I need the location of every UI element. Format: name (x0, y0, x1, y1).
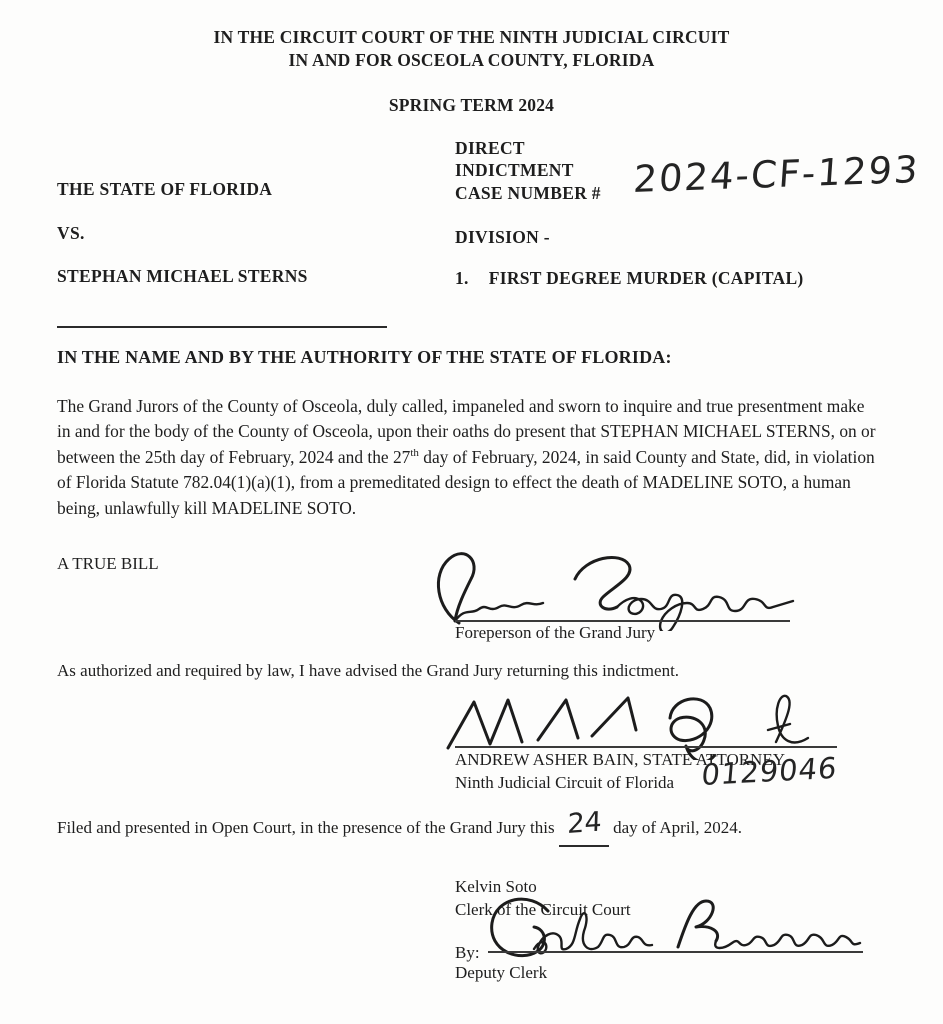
state-attorney-name: ANDREW ASHER BAIN, STATE ATTORNEY (455, 750, 785, 769)
defendant-name: STEPHAN MICHAEL STERNS (57, 266, 308, 286)
court-title-line2: IN AND FOR OSCEOLA COUNTY, FLORIDA (288, 50, 655, 70)
filing-text-before: Filed and presented in Open Court, in the presence of the Grand Jury this (57, 818, 555, 837)
filing-text-after: day of April, 2024. (613, 818, 743, 837)
case-number-label: CASE NUMBER # (455, 183, 601, 203)
case-number-handwritten: 2024-CF-1293 (632, 147, 921, 201)
true-bill-label: A TRUE BILL (57, 554, 159, 573)
state-attorney-signature-line (455, 746, 837, 748)
charge-ordinal-sup: th (410, 447, 419, 460)
plaintiff-name: THE STATE OF FLORIDA (57, 179, 273, 199)
advisement-text: As authorized and required by law, I have advised the Grand Jury returning this indictment. (57, 661, 680, 680)
clerk-title: Clerk of the Circuit Court (455, 900, 631, 919)
division-label: DIVISION - (455, 227, 550, 247)
filing-day-blank (559, 806, 609, 847)
foreperson-signature (425, 549, 797, 631)
count-charge: FIRST DEGREE MURDER (CAPITAL) (488, 268, 804, 288)
blank-line (57, 326, 387, 328)
clerk-by-label: By: (455, 943, 480, 962)
state-attorney-circuit: Ninth Judicial Circuit of Florida (455, 773, 675, 792)
term-heading: SPRING TERM 2024 (388, 95, 555, 115)
charge-text-before: The Grand Jurors of the County of Osceola, duly called, impaneled and sworn to inquire and true presentment make in and for the body of the County of Osceola, upon their oaths do present that STEPHAN MICHAEL STERNS, on or between the 25th day of February, 2024 and the 27 (57, 396, 876, 467)
deputy-clerk-signature (482, 889, 872, 965)
bar-number-handwritten: 0129046 (700, 750, 839, 792)
count-line (455, 268, 804, 289)
versus-label: VS. (57, 223, 85, 243)
filing-day-handwritten: 24 (566, 806, 602, 841)
count-number: 1. (455, 268, 469, 288)
indictment-label: INDICTMENT (455, 160, 574, 180)
foreperson-title: Foreperson of the Grand Jury (455, 623, 656, 642)
direct-label: DIRECT (455, 138, 525, 158)
charge-text-after: day of February, 2024, in said County and State, did, in violation of Florida Statute 782.04(1)(a)(1), from a premeditated design to effect the death of MADELINE SOTO, a human being, unlawfully kill MADELINE SOTO. (57, 446, 875, 518)
authority-heading: IN THE NAME AND BY THE AUTHORITY OF THE STATE OF FLORIDA: (57, 347, 672, 367)
filing-line (57, 806, 743, 847)
deputy-clerk-title: Deputy Clerk (455, 963, 548, 982)
charging-paragraph (57, 394, 881, 521)
court-title-line1: IN THE CIRCUIT COURT OF THE NINTH JUDICIAL CIRCUIT (213, 27, 730, 47)
clerk-name: Kelvin Soto (455, 877, 537, 896)
foreperson-signature-line (455, 620, 790, 622)
deputy-clerk-signature-line (488, 951, 863, 953)
